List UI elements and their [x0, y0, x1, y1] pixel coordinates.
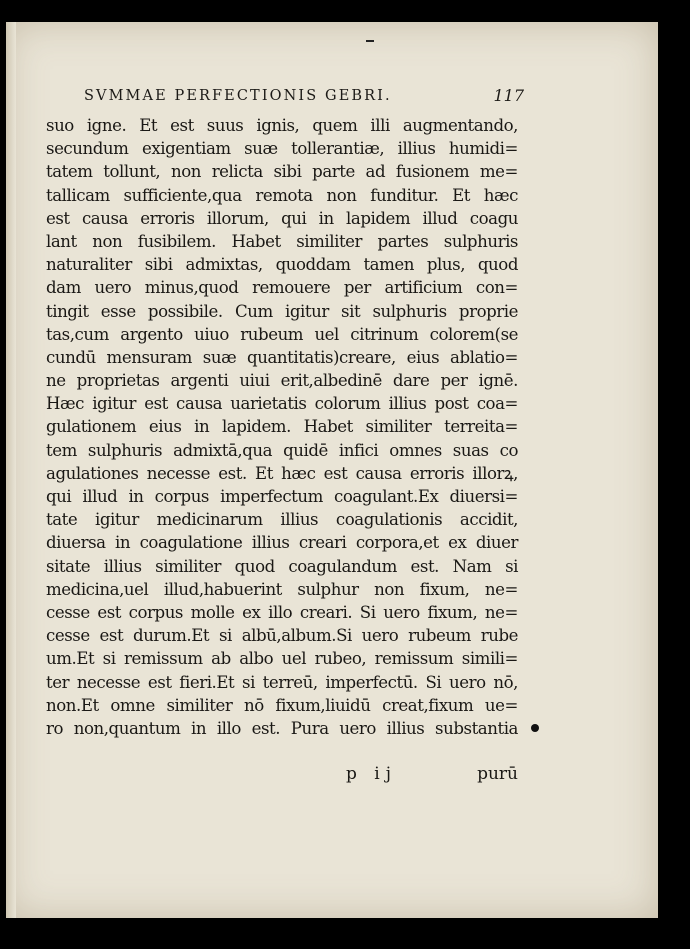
text-line: est causa erroris illorum, qui in lapidem illud coagu: [46, 208, 518, 228]
text-line: secundum exigentiam suæ tollerantiæ, illius humidi=: [46, 139, 518, 159]
page-footer: [46, 764, 518, 792]
ink-blot: [531, 724, 539, 732]
text-line: ro non,quantum in illo est. Pura uero illius substantia: [46, 718, 518, 738]
text-line: gulationem eius in lapidem. Habet similiter terreita=: [46, 417, 518, 437]
page-gutter-shadow: [6, 22, 16, 918]
text-line: diuersa in coagulatione illius creari corpora,et ex diuer: [46, 533, 518, 553]
text-line: dam uero minus,quod remouere per artificium con=: [46, 278, 518, 298]
text-line: medicina,uel illud,habuerint sulphur non fixum, ne=: [46, 579, 518, 599]
text-line: sitate illius similiter quod coagulandum est. Nam si: [46, 556, 518, 576]
text-line: cesse est durum.Et si albū,album.Si uero rubeum rube: [46, 626, 518, 646]
text-line: cundū mensuram suæ quantitatis)creare, eius ablatio=: [46, 347, 518, 367]
text-line: ter necesse est fieri.Et si terreū, imperfectū. Si uero nō,: [46, 672, 518, 692]
text-line: tingit esse possibile. Cum igitur sit sulphuris proprie: [46, 301, 518, 321]
running-title: SVMMAE PERFECTIONIS GEBRI.: [84, 88, 392, 104]
signature-mark: p ij: [346, 764, 397, 784]
text-line: tas,cum argento uiuo rubeum uel citrinum colorem(se: [46, 324, 518, 344]
text-line: qui illud in corpus imperfectum coagulant.Ex diuersi=: [46, 487, 518, 506]
text-line: non.Et omne similiter nō fixum,liuidū creat,fixum ue=: [46, 695, 518, 715]
text-line: tate igitur medicinarum illius coagulationis accidit,: [46, 510, 518, 530]
text-line: ne proprietas argenti uiui erit,albedinē dare per ignē.: [46, 371, 518, 391]
text-line: tallicam sufficiente,qua remota non funditur. Et hæc: [46, 185, 518, 205]
running-head: [84, 88, 524, 110]
text-line: tatem tollunt, non relicta sibi parte ad fusionem me=: [46, 162, 518, 182]
text-line: naturaliter sibi admixtas, quoddam tamen plus, quod: [46, 255, 518, 275]
text-line: cesse est corpus molle ex illo creari. Si uero fixum, ne=: [46, 602, 518, 622]
catchword: purū: [477, 764, 518, 784]
text-line: um.Et si remissum ab albo uel rubeo, remissum simili=: [46, 649, 518, 669]
text-block: [46, 114, 518, 740]
text-line: suo igne. Et est suus ignis, quem illi augmentando,: [46, 116, 518, 135]
printer-mark: [366, 40, 374, 42]
text-line: Hæc igitur est causa uarietatis colorum illius post coa=: [46, 394, 518, 414]
book-page: [6, 22, 658, 918]
text-line: lant non fusibilem. Habet similiter partes sulphuris: [46, 231, 518, 251]
text-line: agulationes necesse est. Et hæc est causa erroris illorꝝ,: [46, 463, 518, 483]
folio-number: 117: [493, 86, 524, 105]
text-line: tem sulphuris admixtā,qua quidē infici omnes suas co: [46, 440, 518, 460]
